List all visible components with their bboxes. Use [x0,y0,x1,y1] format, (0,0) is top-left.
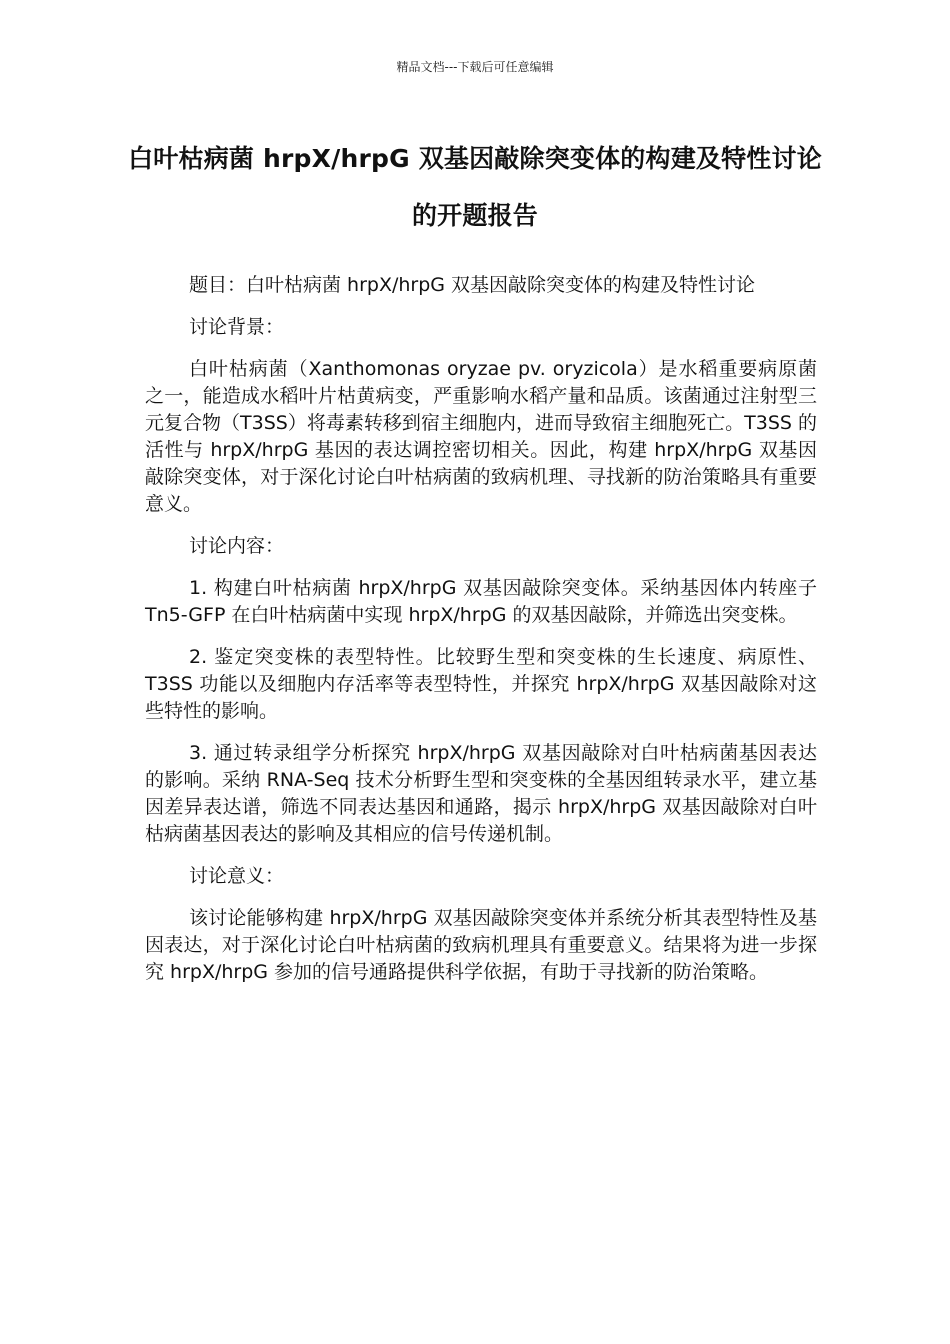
significance-paragraph: 该讨论能够构建 hrpX/hrpG 双基因敲除突变体并系统分析其表型特性及基因表达，对于深化讨论白叶枯病菌的致病机理具有重要意义。结果将为进一步探究 hrpX/hrpG 参加的信号通路提供科学依据，有助于寻找新的防治策略。 [145,907,817,983]
content-item-2: 2. 鉴定突变株的表型特性。比较野生型和突变株的生长速度、病原性、T3SS 功能以及细胞内存活率等表型特性，并探究 hrpX/hrpG 双基因敲除对这些特性的影响。 [145,646,817,722]
document-body [145,272,817,986]
background-paragraph: 白叶枯病菌（Xanthomonas oryzae pv. oryzicola）是水稻重要病原菌之一，能造成水稻叶片枯黄病变，严重影响水稻产量和品质。该菌通过注射型三元复合物（T3SS）将毒素转移到宿主细胞内，进而导致宿主细胞死亡。T3SS 的活性与 hrpX/hrpG 基因的表达调控密切相关。因此，构建 hrpX/hrpG 双基因敲除突变体，对于深化讨论白叶枯病菌的致病机理、寻找新的防治策略具有重要意义。 [145,358,817,515]
section-heading-background: 讨论背景： [189,316,285,338]
content-item-3: 3. 通过转录组学分析探究 hrpX/hrpG 双基因敲除对白叶枯病菌基因表达的影响。采纳 RNA-Seq 技术分析野生型和突变株的全基因组转录水平，建立基因差异表达谱，筛选不同表达基因和通路，揭示 hrpX/hrpG 双基因敲除对白叶枯病菌基因表达的影响及其相应的信号传递机制。 [145,742,817,845]
document-title: 白叶枯病菌 hrpX/hrpG 双基因敲除突变体的构建及特性讨论的开题报告 [128,144,822,230]
section-heading-significance: 讨论意义： [189,865,285,887]
content-item-1: 1. 构建白叶枯病菌 hrpX/hrpG 双基因敲除突变体。采纳基因体内转座子 Tn5-GFP 在白叶枯病菌中实现 hrpX/hrpG 的双基因敲除，并筛选出突变株。 [145,577,817,626]
topic-line: 题目：白叶枯病菌 hrpX/hrpG 双基因敲除突变体的构建及特性讨论 [189,274,756,296]
section-heading-content: 讨论内容： [189,535,285,557]
page-header: 精品文档---下载后可任意编辑 [396,60,554,74]
